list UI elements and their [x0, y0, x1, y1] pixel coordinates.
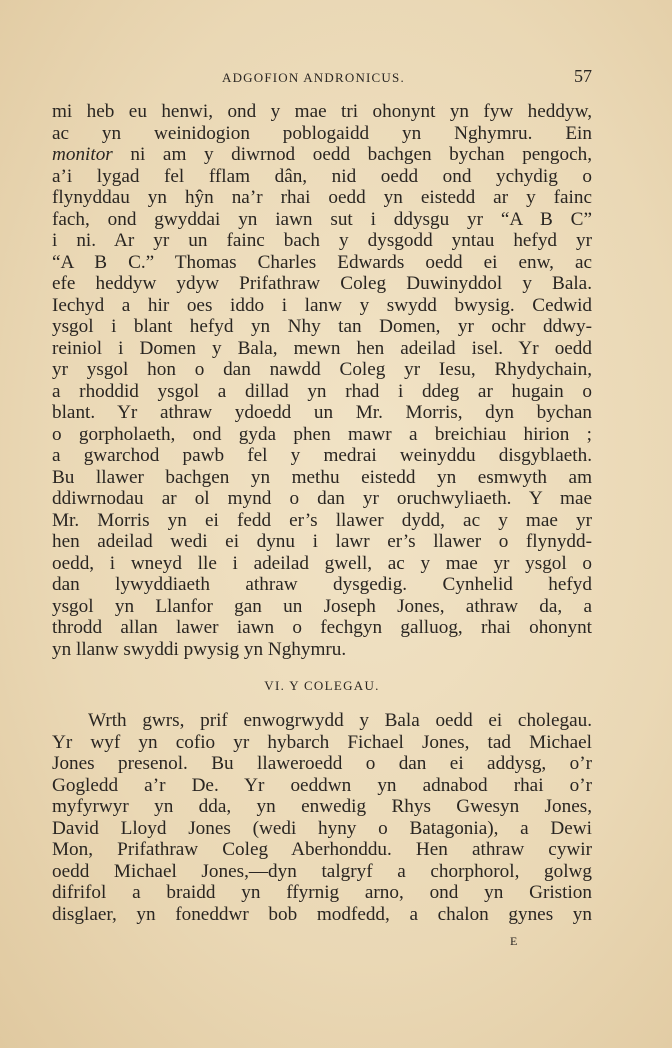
text-line: flynyddau yn hŷn na’r rhai oedd yn eistedd ar y fainc [52, 187, 592, 208]
text-line: blant. Yr athraw ydoedd un Mr. Morris, dyn bychan [52, 402, 592, 423]
text-line: a gwarchod pawb fel y medrai weinyddu disgyblaeth. [52, 445, 592, 466]
page-number: 57 [574, 66, 592, 86]
italic-word: monitor [52, 144, 113, 165]
text-line: Iechyd a hir oes iddo i lanw y swydd bwysig. Cedwid [52, 294, 592, 316]
text-line: disglaer, yn foneddwr bob modfedd, a chalon gynes yn [52, 903, 592, 925]
running-title: ADGOFION ANDRONICUS. [222, 70, 405, 85]
text-line: Mon, Prifathraw Coleg Aberhonddu. Hen athraw cywir [52, 839, 592, 860]
section-heading: VI. Y COLEGAU. [264, 678, 380, 693]
signature-mark: E [510, 934, 518, 948]
text-line: oedd, i wneyd lle i adeilad gwell, ac y mae yr ysgol o [52, 552, 592, 574]
text-line: “A B C.” Thomas Charles Edwards oedd ei enw, ac [52, 251, 592, 273]
paragraph-2 [52, 710, 592, 925]
text-line: ac yn weinidogion poblogaidd yn Nghymru. Ein [52, 122, 592, 144]
text-line: throdd allan lawer iawn o fechgyn galluog, rhai ohonynt [52, 617, 592, 638]
text-line: Gogledd a’r De. Yr oeddwn yn adnabod rhai o’r [52, 774, 592, 796]
text-line [52, 144, 592, 166]
text-line: oedd Michael Jones,—dyn talgryf a chorphorol, golwg [52, 860, 592, 882]
running-head [52, 66, 592, 88]
text-line: reiniol i Domen y Bala, mewn hen adeilad isel. Yr oedd [52, 337, 592, 359]
text-line: mi heb eu henwi, ond y mae tri ohonynt yn fyw heddyw, [52, 101, 592, 122]
text-line: Yr wyf yn cofio yr hybarch Fichael Jones, tad Michael [52, 731, 592, 753]
text-line: hen adeilad wedi ei dynu i lawr er’s llawer o flynydd- [52, 531, 592, 552]
page-body [52, 101, 592, 925]
text-line-rest: ni am y diwrnod oedd bachgen bychan pengoch, [130, 144, 592, 165]
text-line: myfyrwyr yn dda, yn enwedig Rhys Gwesyn Jones, [52, 796, 592, 817]
text-line: dan lywyddiaeth athraw dysgedig. Cynhelid hefyd [52, 574, 592, 595]
text-line: Bu llawer bachgen yn methu eistedd yn esmwyth am [52, 466, 592, 488]
text-line: David Lloyd Jones (wedi hyny o Batagonia), a Dewi [52, 817, 592, 839]
text-line: efe heddyw ydyw Prifathraw Coleg Duwinyddol y Bala. [52, 273, 592, 294]
paragraph-1 [52, 101, 592, 660]
text-line: Wrth gwrs, prif enwogrwydd y Bala oedd ei cholegau. [88, 710, 592, 731]
text-line: Mr. Morris yn ei fedd er’s llawer dydd, ac y mae yr [52, 509, 592, 531]
text-line: ysgol yn Llanfor gan un Joseph Jones, athraw da, a [52, 595, 592, 617]
text-line: i ni. Ar yr un fainc bach y dysgodd yntau hefyd yr [52, 230, 592, 251]
text-line: o gorpholaeth, ond gyda phen mawr a breichiau hirion ; [52, 423, 592, 445]
text-line: ysgol i blant hefyd yn Nhy tan Domen, yr ochr ddwy- [52, 316, 592, 337]
text-line: Jones presenol. Bu llaweroedd o dan ei addysg, o’r [52, 753, 592, 774]
text-line: difrifol a braidd yn ffyrnig arno, ond yn Gristion [52, 882, 592, 903]
text-line: yn llanw swyddi pwysig yn Nghymru. [52, 638, 347, 660]
text-line: fach, ond gwyddai yn iawn sut i ddysgu yr “A B C” [52, 208, 592, 230]
text-line: yr ysgol hon o dan nawdd Coleg yr Iesu, Rhydychain, [52, 359, 592, 380]
text-line: ddiwrnodau ar ol mynd o dan yr oruchwyliaeth. Y mae [52, 488, 592, 509]
text-line: a rhoddid ysgol a dillad yn rhad i ddeg ar hugain o [52, 380, 592, 402]
text-line: a’i lygad fel fflam dân, nid oedd ond ychydig o [52, 165, 592, 187]
